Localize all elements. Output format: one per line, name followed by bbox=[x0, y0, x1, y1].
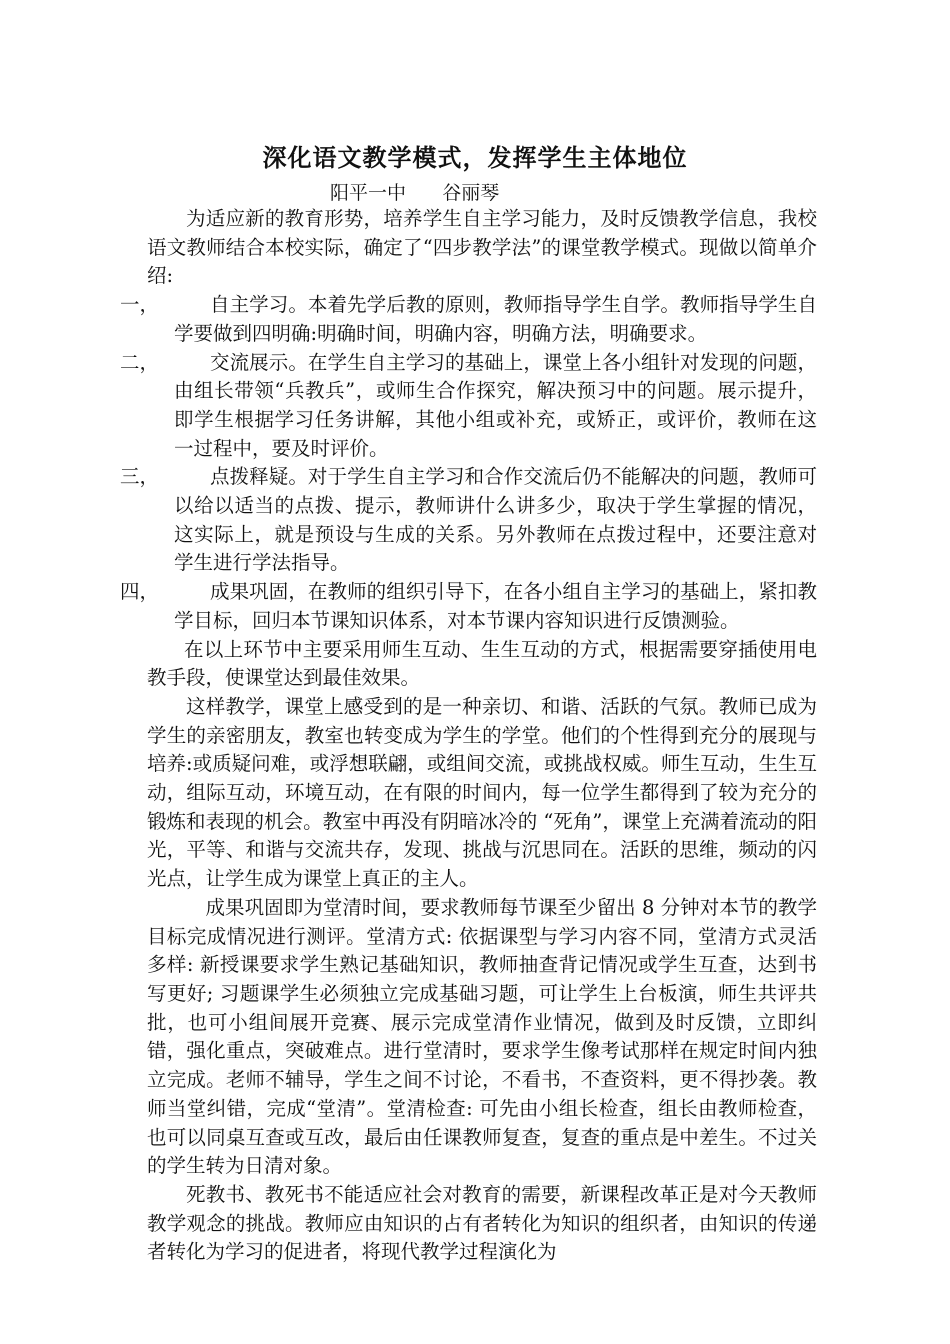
links-paragraph: 在以上环节中主要采用师生互动、生生互动的方式，根据需要穿插使用电教手段，使课堂达到最佳效果。 bbox=[147, 637, 817, 690]
list-item bbox=[120, 291, 817, 348]
list-item-number: 二， bbox=[120, 350, 160, 374]
reform-paragraph: 死教书、教死书不能适应社会对教育的需要，新课程改革正是对今天教师教学观念的挑战。教师应由知识的占有者转化为知识的组织者，由知识的传递者转化为学习的促进者，将现代教学过程演化为 bbox=[147, 1182, 817, 1264]
list-item-number: 三， bbox=[120, 465, 160, 489]
list-item-number: 四， bbox=[120, 580, 160, 604]
consolidation-paragraph: 成果巩固即为堂清时间，要求教师每节课至少留出 8 分钟对本节的教学目标完成情况进行测评。堂清方式: 依据课型与学习内容不同，堂清方式灵活多样: 新授课要求学生熟记基础知识，教师抽查背记情况或学生互查，达到书写更好; 习题课学生必须独立完成基础习题，可让学生上台板演，师生共评共批，也可小组间展开竞赛、展示完成堂清作业情况，做到及时反馈，立即纠错，强化重点，突破难点。进行堂清时，要求学生像考试那样在规定时间内独立完成。老师不辅导，学生之间不讨论，不看书，不查资料，更不得抄袭。教师当堂纠错，完成“堂清”。堂清检查: 可先由小组长检查，组长由教师检查，也可以同桌互查或互改，最后由任课教师复查，复查的重点是中差生。不过关的学生转为日清对象。 bbox=[147, 895, 817, 1178]
list-item bbox=[120, 349, 817, 464]
list-item-text: 自主学习。本着先学后教的原则，教师指导学生自学。教师指导学生自学要做到四明确:明确时间，明确内容，明确方法，明确要求。 bbox=[174, 293, 817, 345]
list-item-text: 成果巩固，在教师的组织引导下，在各小组自主学习的基础上，紧扣教学目标，回归本节课知识体系，对本节课内容知识进行反馈测验。 bbox=[174, 580, 817, 632]
list-item-text: 点拨释疑。对于学生自主学习和合作交流后仍不能解决的问题，教师可以给以适当的点拨、提示，教师讲什么讲多少，取决于学生掌握的情况，这实际上，就是预设与生成的关系。另外教师在点拨过程中，还要注意对学生进行学法指导。 bbox=[174, 465, 817, 575]
list-item-number: 一， bbox=[120, 293, 160, 317]
effect-paragraph: 这样教学，课堂上感受到的是一种亲切、和谐、活跃的气氛。教师已成为学生的亲密朋友，教室也转变成为学生的学堂。他们的个性得到充分的展现与培养:或质疑问难，或浮想联翩，或组间交流，或挑战权威。师生互动，生生互动，组际互动，环境互动，在有限的时间内，每一位学生都得到了较为充分的锻炼和表现的机会。教室中再没有阴暗冰冷的 “死角”，课堂上充满着流动的阳光，平等、和谐与交流共存，发现、挑战与沉思同在。活跃的思维，频动的闪光点，让学生成为课堂上真正的主人。 bbox=[147, 694, 817, 891]
list-item-text: 交流展示。在学生自主学习的基础上，课堂上各小组针对发现的问题，由组长带领“兵教兵”，或师生合作探究，解决预习中的问题。展示提升，即学生根据学习任务讲解，其他小组或补充，或矫正，或评价，教师在这一过程中，要及时评价。 bbox=[174, 350, 817, 460]
list-item bbox=[120, 463, 817, 578]
intro-paragraph: 为适应新的教育形势，培养学生自主学习能力，及时反馈教学信息，我校语文教师结合本校实际，确定了“四步教学法”的课堂教学模式。现做以简单介绍: bbox=[147, 207, 817, 288]
author-line: 阳平一中 谷丽琴 bbox=[330, 182, 500, 204]
document-title: 深化语文教学模式，发挥学生主体地位 bbox=[262, 143, 688, 172]
document-body bbox=[120, 205, 817, 1267]
list-item bbox=[120, 578, 817, 635]
